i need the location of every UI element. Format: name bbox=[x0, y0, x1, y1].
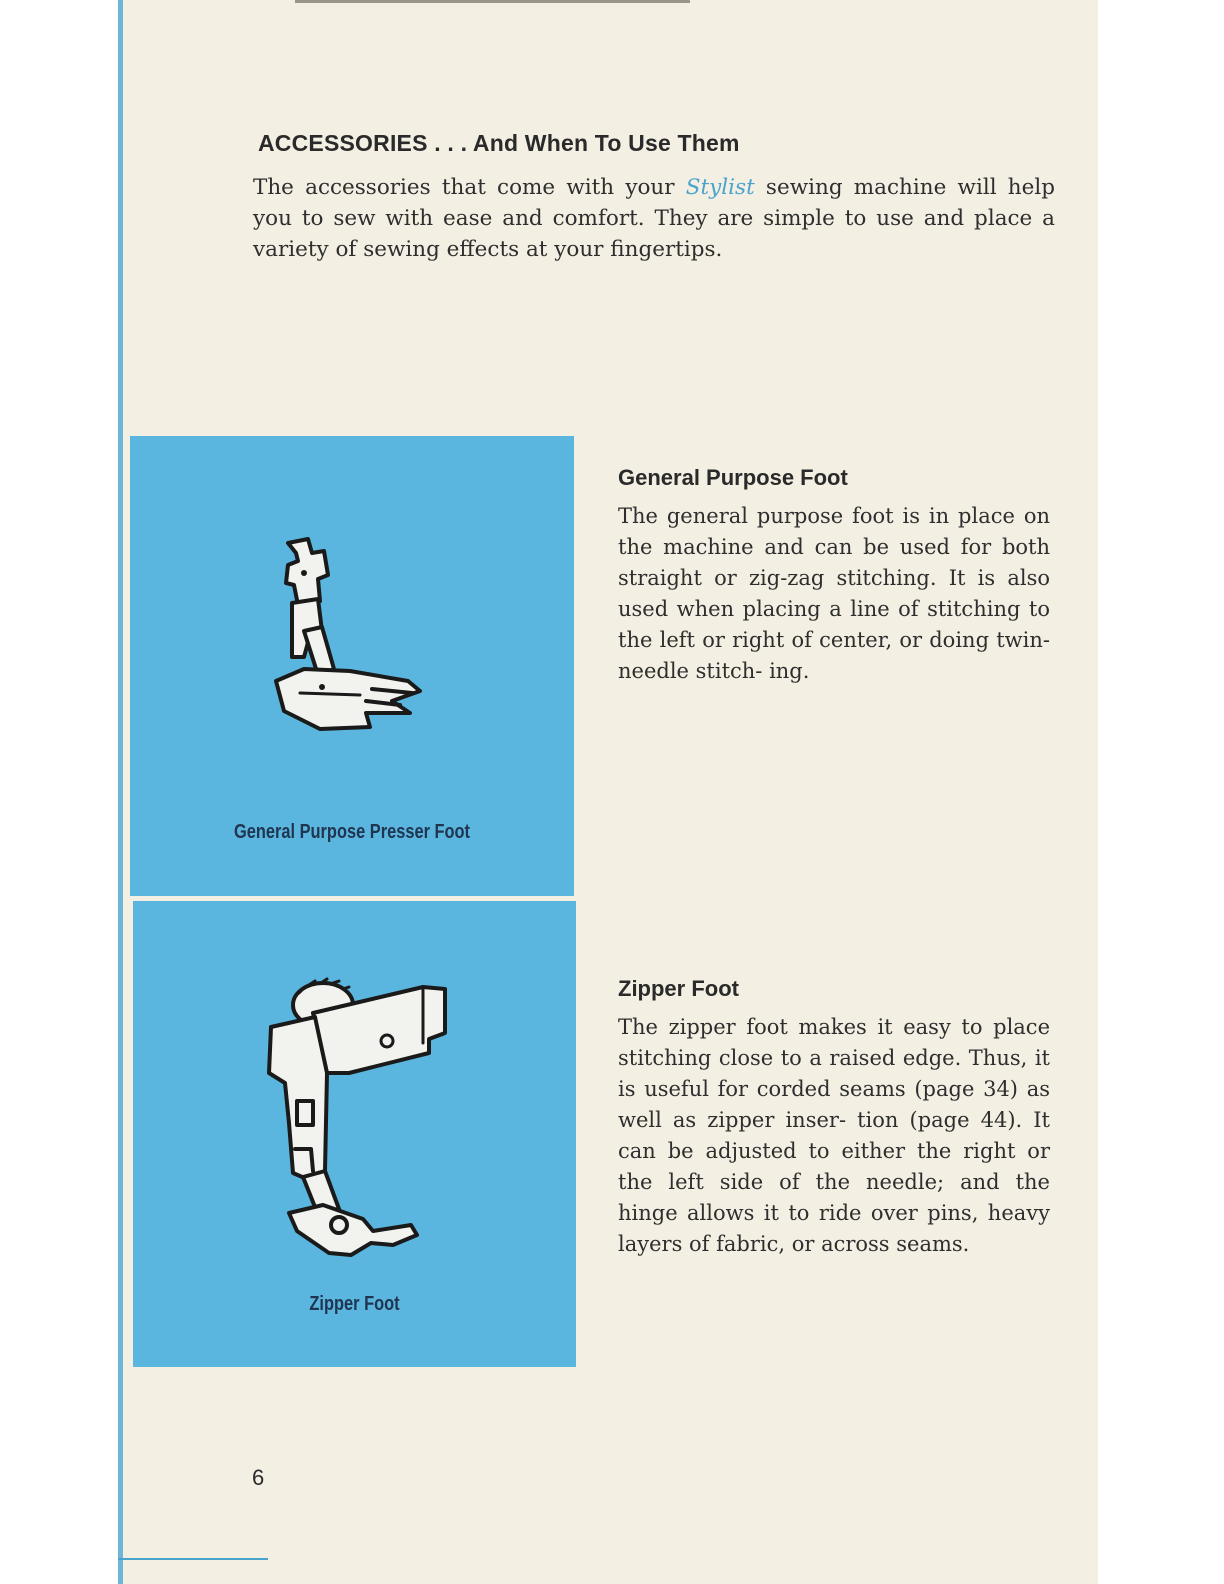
zipper-foot-illustration-icon bbox=[253, 973, 453, 1273]
panel-caption: Zipper Foot bbox=[309, 1293, 400, 1315]
intro-paragraph bbox=[253, 172, 1055, 265]
intro-text-before: The accessories that come with your bbox=[253, 175, 686, 200]
general-purpose-foot-panel bbox=[130, 436, 574, 896]
page-number: 6 bbox=[252, 1465, 265, 1490]
bottom-rule bbox=[118, 1558, 268, 1560]
section-heading: Zipper Foot bbox=[618, 976, 739, 1001]
panel-caption: General Purpose Presser Foot bbox=[233, 821, 471, 843]
section-heading: General Purpose Foot bbox=[618, 465, 848, 490]
section-body: The general purpose foot is in place on the machine and can be used for both straight or zig-zag stitching. It is also used when placing a line of stitching to the left or right of center, or doing twin-needle stitch- ing. bbox=[618, 504, 1050, 683]
intro-text-after: sewing machine will help you to sew with ease and comfort. They are simple to use and place a variety of sewing effects at your fingertips. bbox=[253, 175, 1056, 262]
brand-name: Stylist bbox=[685, 175, 755, 200]
zipper-foot-panel bbox=[133, 901, 576, 1367]
page-title: ACCESSORIES . . . And When To Use Them bbox=[258, 130, 740, 156]
spine-edge bbox=[118, 0, 123, 1584]
top-rule bbox=[295, 0, 690, 3]
section-body: The zipper foot makes it easy to place stitching close to a raised edge. Thus, it is useful for corded seams (page 34) as well as zipper inser- tion (page 44). It can be adjusted to either the right or the left side of the needle; and the hinge allows it to ride over pins, heavy layers of fabric, or across seams. bbox=[618, 1015, 1050, 1256]
presser-foot-illustration-icon bbox=[260, 531, 440, 761]
